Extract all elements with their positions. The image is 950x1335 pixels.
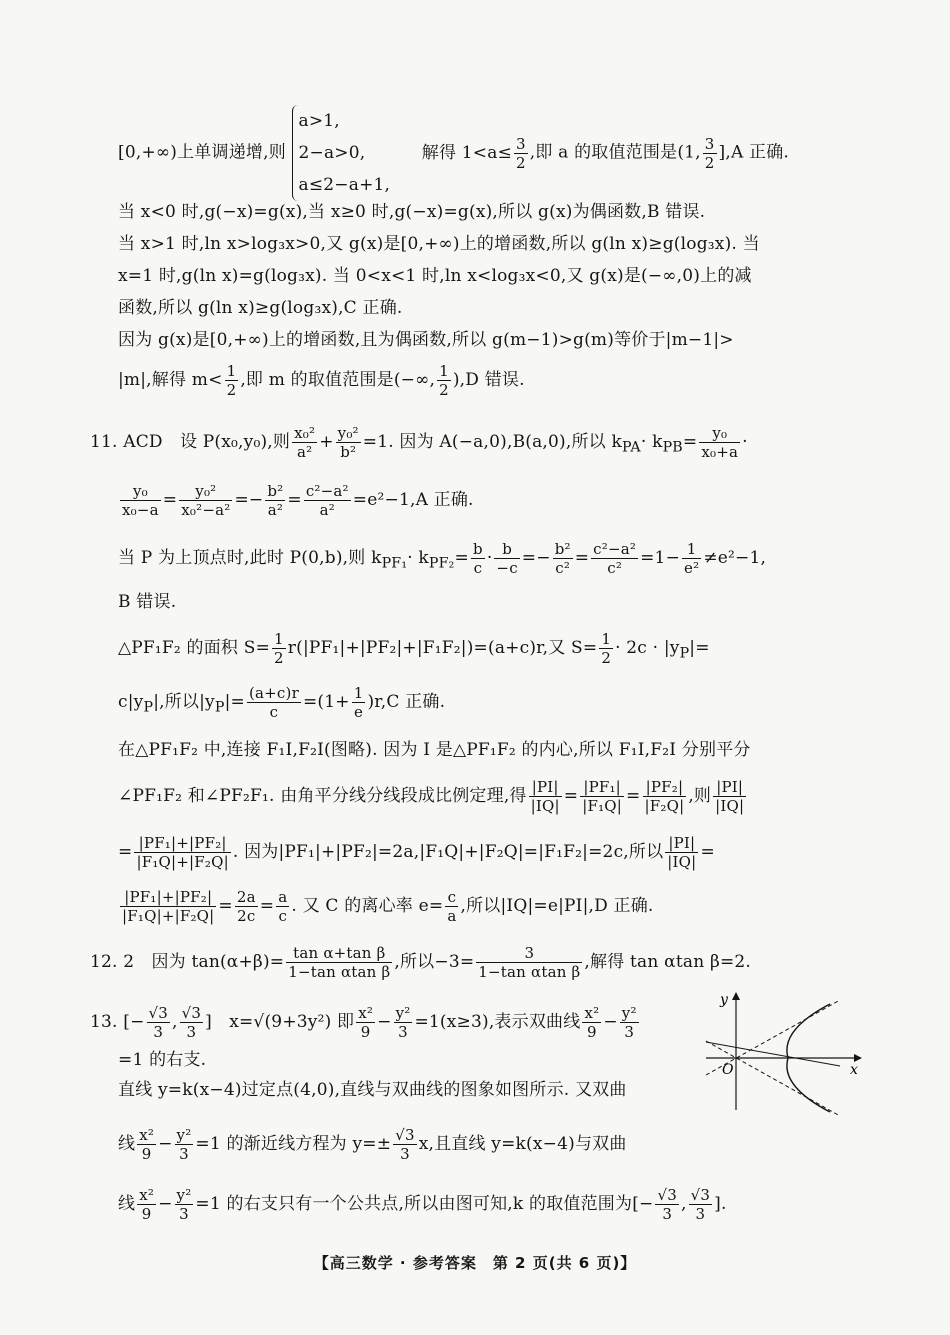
asymptote-lower — [706, 1041, 840, 1116]
fraction: $\frac{\text{x₀²}}{\text{a²}}$ — [294, 424, 316, 461]
text: ,所以|IQ|=e|PI|,D 正确. — [460, 896, 654, 916]
fraction: $\frac{\text{y₀}}{\text{x₀+a}}$ — [701, 424, 739, 461]
text: =1. 因为 A(−a,0),B(a,0),所以 k — [362, 432, 622, 452]
fraction: $\frac{1}{2}$ — [226, 362, 237, 399]
subscript: PA — [622, 439, 641, 456]
text: ,解得 tan αtan β=2. — [584, 952, 752, 972]
q11-line-5 — [118, 630, 710, 667]
text: [0,+∞)上单调递增,则 — [118, 142, 286, 163]
x-label: x — [850, 1062, 858, 1078]
text: = — [162, 490, 178, 510]
fraction: $\frac{\text{x²}}{9}$ — [139, 1126, 155, 1163]
fraction: $\frac{3}{2}$ — [704, 134, 715, 172]
line-2: 当 x<0 时,g(−x)=g(x),当 x≥0 时,g(−x)=g(x),所以 g(x)为偶函数,B 错误. — [118, 202, 706, 222]
text: ∠PF₁F₂ 和∠PF₂F₁. 由角平分线分线段成比例定理,得 — [118, 786, 527, 806]
text: = — [563, 786, 579, 806]
fraction: $\frac{1}{2}$ — [601, 630, 612, 667]
fraction: $\frac{\text{c²−a²}}{\text{a²}}$ — [305, 482, 349, 519]
q11-line-8 — [118, 778, 748, 815]
text: ]. — [714, 1194, 727, 1214]
text: − — [158, 1134, 173, 1154]
text: ,即 a 的取值范围是 — [529, 142, 678, 163]
text: , — [172, 1012, 178, 1032]
text: = — [454, 548, 469, 568]
subscript: P — [143, 699, 154, 716]
text: x,且直线 y=k(x−4)与双曲 — [418, 1134, 627, 1154]
text: = — [218, 896, 233, 916]
fraction: $\frac{√3}{3}$ — [395, 1126, 415, 1163]
fraction: $\frac{1}{2}$ — [439, 362, 449, 399]
hyperbola-figure — [700, 990, 870, 1120]
fraction: $\frac{1}{2}$ — [274, 630, 284, 667]
text: . 因为|PF₁|+|PF₂|=2a,|F₁Q|+|F₂Q|=|F₁F₂|=2c,所以 — [232, 842, 664, 862]
text: ],A 正确. — [718, 142, 790, 163]
fraction: $\frac{\text{tan α+tan β}}{\text{1−tan αtan β}}$ — [288, 944, 391, 981]
q11-line-7: 在△PF₁F₂ 中,连接 F₁I,F₂I(图略). 因为 I 是△PF₁F₂ 的内心,所以 F₁I,F₂I 分别平分 — [118, 740, 751, 760]
subscript: PF₁ — [381, 555, 408, 572]
line-5: 函数,所以 g(ln x)≥g(log₃x),C 正确. — [118, 298, 403, 318]
fraction: $\frac{\text{x²}}{9}$ — [358, 1004, 374, 1041]
fraction: $\frac{\text{b²}}{\text{c²}}$ — [554, 540, 571, 577]
q13-line-4 — [118, 1126, 627, 1163]
subscript: PF₂ — [428, 555, 455, 572]
text: |,所以|y — [153, 692, 215, 712]
q13-line-3: 直线 y=k(x−4)过定点(4,0),直线与双曲线的图象如图所示. 又双曲 — [118, 1080, 627, 1100]
text: |= — [689, 638, 710, 658]
text: · — [486, 548, 493, 568]
text: =(1+ — [302, 692, 350, 712]
q13-line-5 — [118, 1186, 727, 1223]
fraction: $\frac{\text{y²}}{3}$ — [176, 1126, 192, 1163]
text: 线 — [118, 1134, 136, 1154]
line-6: 因为 g(x)是[0,+∞)上的增函数,且为偶函数,所以 g(m−1)>g(m)等价于|m−1|> — [118, 330, 734, 350]
text: c|y — [118, 692, 144, 712]
fraction: $\frac{\text{c²−a²}}{\text{c²}}$ — [593, 540, 637, 577]
origin-label: O — [722, 1062, 734, 1078]
line-4: x=1 时,g(ln x)=g(log₃x). 当 0<x<1 时,ln x<log₃x<0,又 g(x)是(−∞,0)上的减 — [118, 266, 752, 286]
fraction: $\frac{\text{|PF₁|}}{\text{|F₁Q|}}$ — [582, 778, 623, 815]
q13-line-1 — [90, 1004, 641, 1041]
q11-line-1 — [90, 424, 748, 461]
text: = — [682, 432, 698, 452]
text: = — [626, 786, 641, 806]
fraction: $\frac{√3}{3}$ — [148, 1004, 169, 1041]
text: ),D 错误. — [452, 370, 525, 390]
text: =1(x≥3),表示双曲线 — [414, 1012, 581, 1032]
fraction: $\frac{1}{e}$ — [353, 684, 364, 721]
text: = — [700, 842, 715, 862]
fraction: $\frac{√3}{3}$ — [657, 1186, 677, 1223]
sys-row: a≤2−a+1, — [298, 175, 391, 195]
fraction: $\frac{\text{y²}}{3}$ — [176, 1186, 192, 1223]
asymptote-upper — [706, 1000, 840, 1075]
text: . 又 C 的离心率 e= — [291, 896, 444, 916]
fraction: $\frac{\text{y²}}{3}$ — [395, 1004, 411, 1041]
line-1 — [118, 105, 789, 201]
sys-row: a>1, — [298, 111, 340, 131]
q13-line-2: =1 的右支. — [118, 1050, 207, 1070]
text: − — [377, 1012, 392, 1032]
text: + — [319, 432, 334, 452]
fraction: $\frac{√3}{3}$ — [181, 1004, 202, 1041]
fraction: $\frac{\text{|PF₁|+|PF₂|}}{\text{|F₁Q|+|F₂Q|}}$ — [122, 888, 215, 925]
text: − — [603, 1012, 618, 1032]
text: |= — [224, 692, 245, 712]
fraction: $\frac{\text{y₀}}{\text{x₀−a}}$ — [122, 482, 159, 519]
text: · — [742, 432, 748, 452]
text: 13. [− — [90, 1012, 145, 1032]
fraction: $\frac{|PI|}{|IQ|}$ — [530, 778, 560, 815]
y-arrow — [732, 992, 740, 1000]
fraction: $\frac{a}{c}$ — [278, 888, 288, 925]
fraction: $\frac{\text{x²}}{9}$ — [139, 1186, 155, 1223]
text: |m|,解得 m< — [118, 370, 223, 390]
text: =1− — [640, 548, 681, 568]
q12-line-1 — [90, 944, 751, 981]
fraction: $\frac{b}{-c}$ — [496, 540, 518, 577]
text: )r,C 正确. — [367, 692, 446, 712]
q11-line-2 — [118, 482, 474, 519]
text: =− — [521, 548, 551, 568]
text: 11. ACD 设 P(x₀,y₀),则 — [90, 432, 291, 452]
subscript: P — [679, 645, 690, 662]
text: =1 的渐近线方程为 y=± — [195, 1134, 392, 1154]
text: =1 的右支只有一个公共点,所以由图可知,k 的取值范围为[− — [195, 1194, 654, 1214]
q11-line-10 — [118, 888, 654, 925]
text: 线 — [118, 1194, 136, 1214]
q11-line-6 — [118, 684, 445, 721]
text: △PF₁F₂ 的面积 S= — [118, 638, 271, 658]
text: r(|PF₁|+|PF₂|+|F₁F₂|)=(a+c)r,又 S= — [287, 638, 598, 658]
fraction: $\frac{2a}{2c}$ — [236, 888, 256, 925]
fraction: $\frac{b}{c}$ — [473, 540, 483, 577]
sys-row: 2−a>0, — [298, 143, 366, 163]
fraction: $\frac{(a+c)r}{c}$ — [248, 684, 299, 721]
subscript: P — [214, 699, 225, 716]
q11-line-4: B 错误. — [118, 592, 177, 612]
fraction: $\frac{\text{y₀²}}{\text{b²}}$ — [337, 424, 359, 461]
fraction: $\frac{\text{y₀²}}{\text{x₀²−a²}}$ — [181, 482, 231, 519]
inequality-system — [292, 105, 391, 201]
text: 12. 2 因为 tan(α+β)= — [90, 952, 285, 972]
fraction: $\frac{\text{|PF₂|}}{\text{|F₂Q|}}$ — [644, 778, 685, 815]
text: · k — [407, 548, 429, 568]
fraction: $\frac{\text{|PF₁|+|PF₂|}}{\text{|F₁Q|+|F₂Q|}}$ — [136, 834, 229, 871]
text: − — [158, 1194, 173, 1214]
line-7 — [118, 362, 525, 399]
q11-line-3 — [118, 540, 766, 577]
text: = — [259, 896, 275, 916]
text: ,所以−3= — [394, 952, 475, 972]
text: =− — [234, 490, 264, 510]
fraction: $\frac{\text{x²}}{9}$ — [584, 1004, 600, 1041]
text: (1, — [677, 142, 701, 163]
fraction: $\frac{\text{b²}}{\text{a²}}$ — [267, 482, 284, 519]
text: 解得 1<a≤ — [421, 142, 513, 163]
fraction: $\frac{c}{a}$ — [447, 888, 457, 925]
text: = — [118, 842, 133, 862]
subscript: PB — [662, 439, 683, 456]
text: ,即 m 的取值范围是(−∞, — [240, 370, 436, 390]
text: = — [574, 548, 590, 568]
text: =e²−1,A 正确. — [352, 490, 474, 510]
q11-line-9 — [118, 834, 715, 871]
fraction: $\frac{1}{\text{e²}}$ — [684, 540, 700, 577]
fraction: $\frac{\text{y²}}{3}$ — [621, 1004, 637, 1041]
text: , — [681, 1194, 687, 1214]
fraction: $\frac{3}{2}$ — [516, 134, 526, 172]
fraction: $\frac{3}{\text{1−tan αtan β}}$ — [478, 944, 581, 981]
text: = — [287, 490, 302, 510]
text: ≠e²−1, — [703, 548, 767, 568]
page-footer: 【高三数学 · 参考答案 第 2 页(共 6 页)】 — [313, 1254, 637, 1272]
text: 当 P 为上顶点时,此时 P(0,b),则 k — [118, 548, 382, 568]
line-3: 当 x>1 时,ln x>log₃x>0,又 g(x)是[0,+∞)上的增函数,所以 g(ln x)≥g(log₃x). 当 — [118, 234, 760, 254]
text: ,则 — [688, 786, 712, 806]
fraction: $\frac{√3}{3}$ — [690, 1186, 711, 1223]
text: · 2c · |y — [615, 638, 680, 658]
fraction: $\frac{|PI|}{|IQ|}$ — [667, 834, 697, 871]
x-arrow — [854, 1054, 862, 1062]
fraction: $\frac{|PI|}{|IQ|}$ — [715, 778, 745, 815]
text: ] x=√(9+3y²) 即 — [205, 1012, 355, 1032]
y-label: y — [720, 992, 728, 1008]
text: · k — [640, 432, 663, 452]
